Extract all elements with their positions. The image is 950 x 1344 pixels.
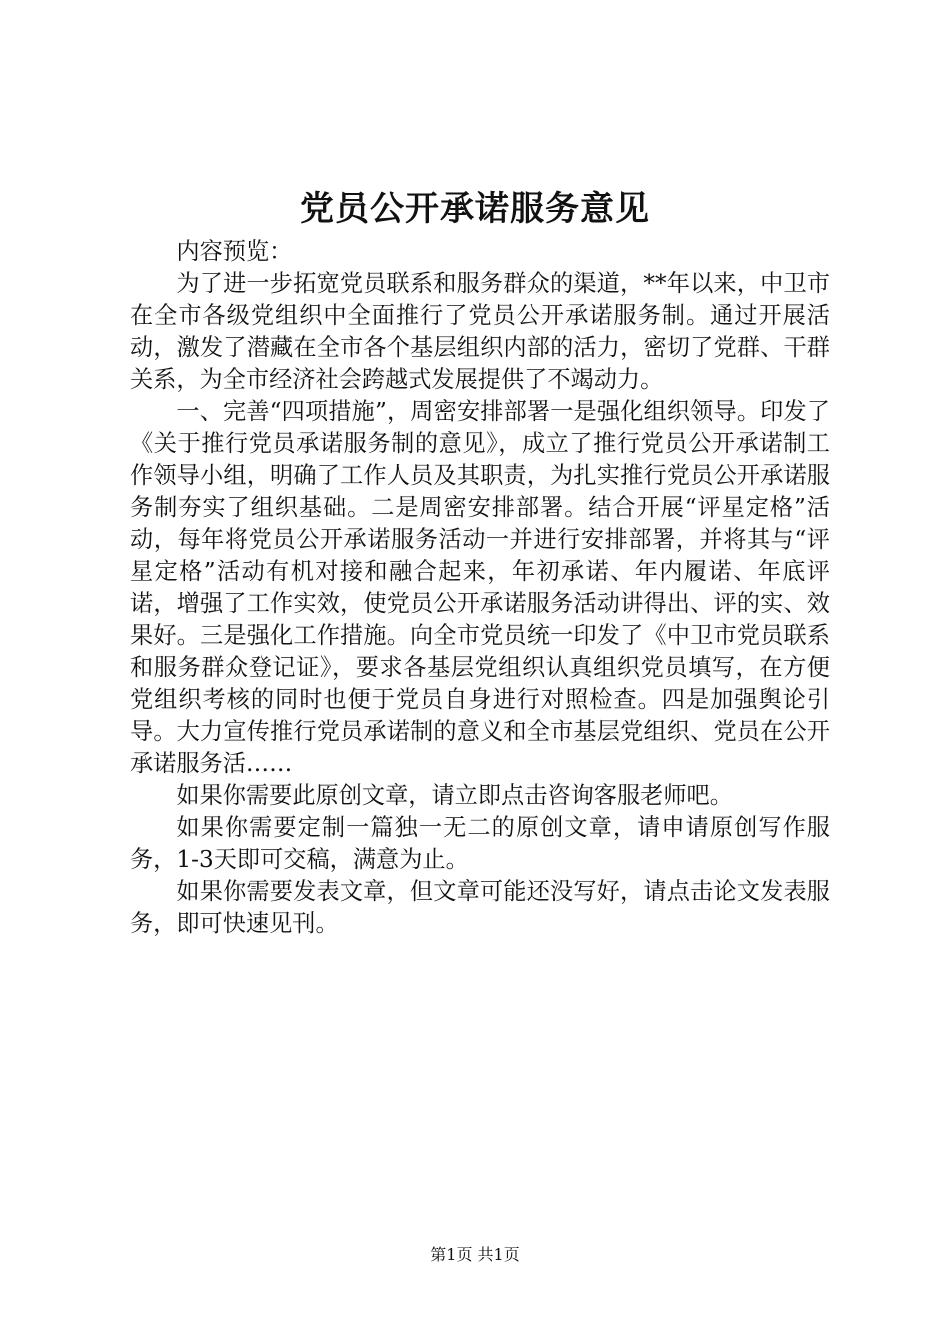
page-number-footer: 第1页 共1页 — [430, 1245, 520, 1264]
paragraph-measures: 一、完善“四项措施”，周密安排部署一是强化组织领导。印发了《关于推行党员承诺服务制的意见》，成立了推行党员公开承诺制工作领导小组，明确了工作人员及其职责，为扎实推行党员公开承诺服务制夯实了组织基础。二是周密安排部署。结合开展“评星定格”活动，每年将党员公开承诺服务活动一并进行安排部署，并将其与“评星定格”活动有机对接和融合起来，年初承诺、年内履诺、年底评诺，增强了工作实效，使党员公开承诺服务活动讲得出、评的实、效果好。三是强化工作措施。向全市党员统一印发了《中卫市党员联系和服务群众登记证》，要求各基层党组织认真组织党员填写，在方便党组织考核的同时也便于党员自身进行对照检查。四是加强舆论引导。大力宣传推行党员承诺制的意义和全市基层党组织、党员在公开承诺服务活…… — [130, 398, 830, 777]
document-body — [130, 236, 830, 940]
paragraph-intro: 为了进一步拓宽党员联系和服务群众的渠道，**年以来，中卫市在全市各级党组织中全面推行了党员公开承诺服务制。通过开展活动，激发了潜藏在全市各个基层组织内部的活力，密切了党群、干群关系，为全市经济社会跨越式发展提供了不竭动力。 — [130, 270, 830, 393]
paragraph-consult: 如果你需要此原创文章，请立即点击咨询客服老师吧。 — [176, 782, 733, 809]
preview-label: 内容预览： — [176, 238, 293, 265]
paragraph-custom-writing: 如果你需要定制一篇独一无二的原创文章，请申请原创写作服务，1-3天即可交稿，满意为止。 — [130, 814, 830, 873]
paragraph-publishing: 如果你需要发表文章，但文章可能还没写好，请点击论文发表服务，即可快速见刊。 — [130, 878, 830, 937]
document-title: 党员公开承诺服务意见 — [300, 189, 650, 229]
